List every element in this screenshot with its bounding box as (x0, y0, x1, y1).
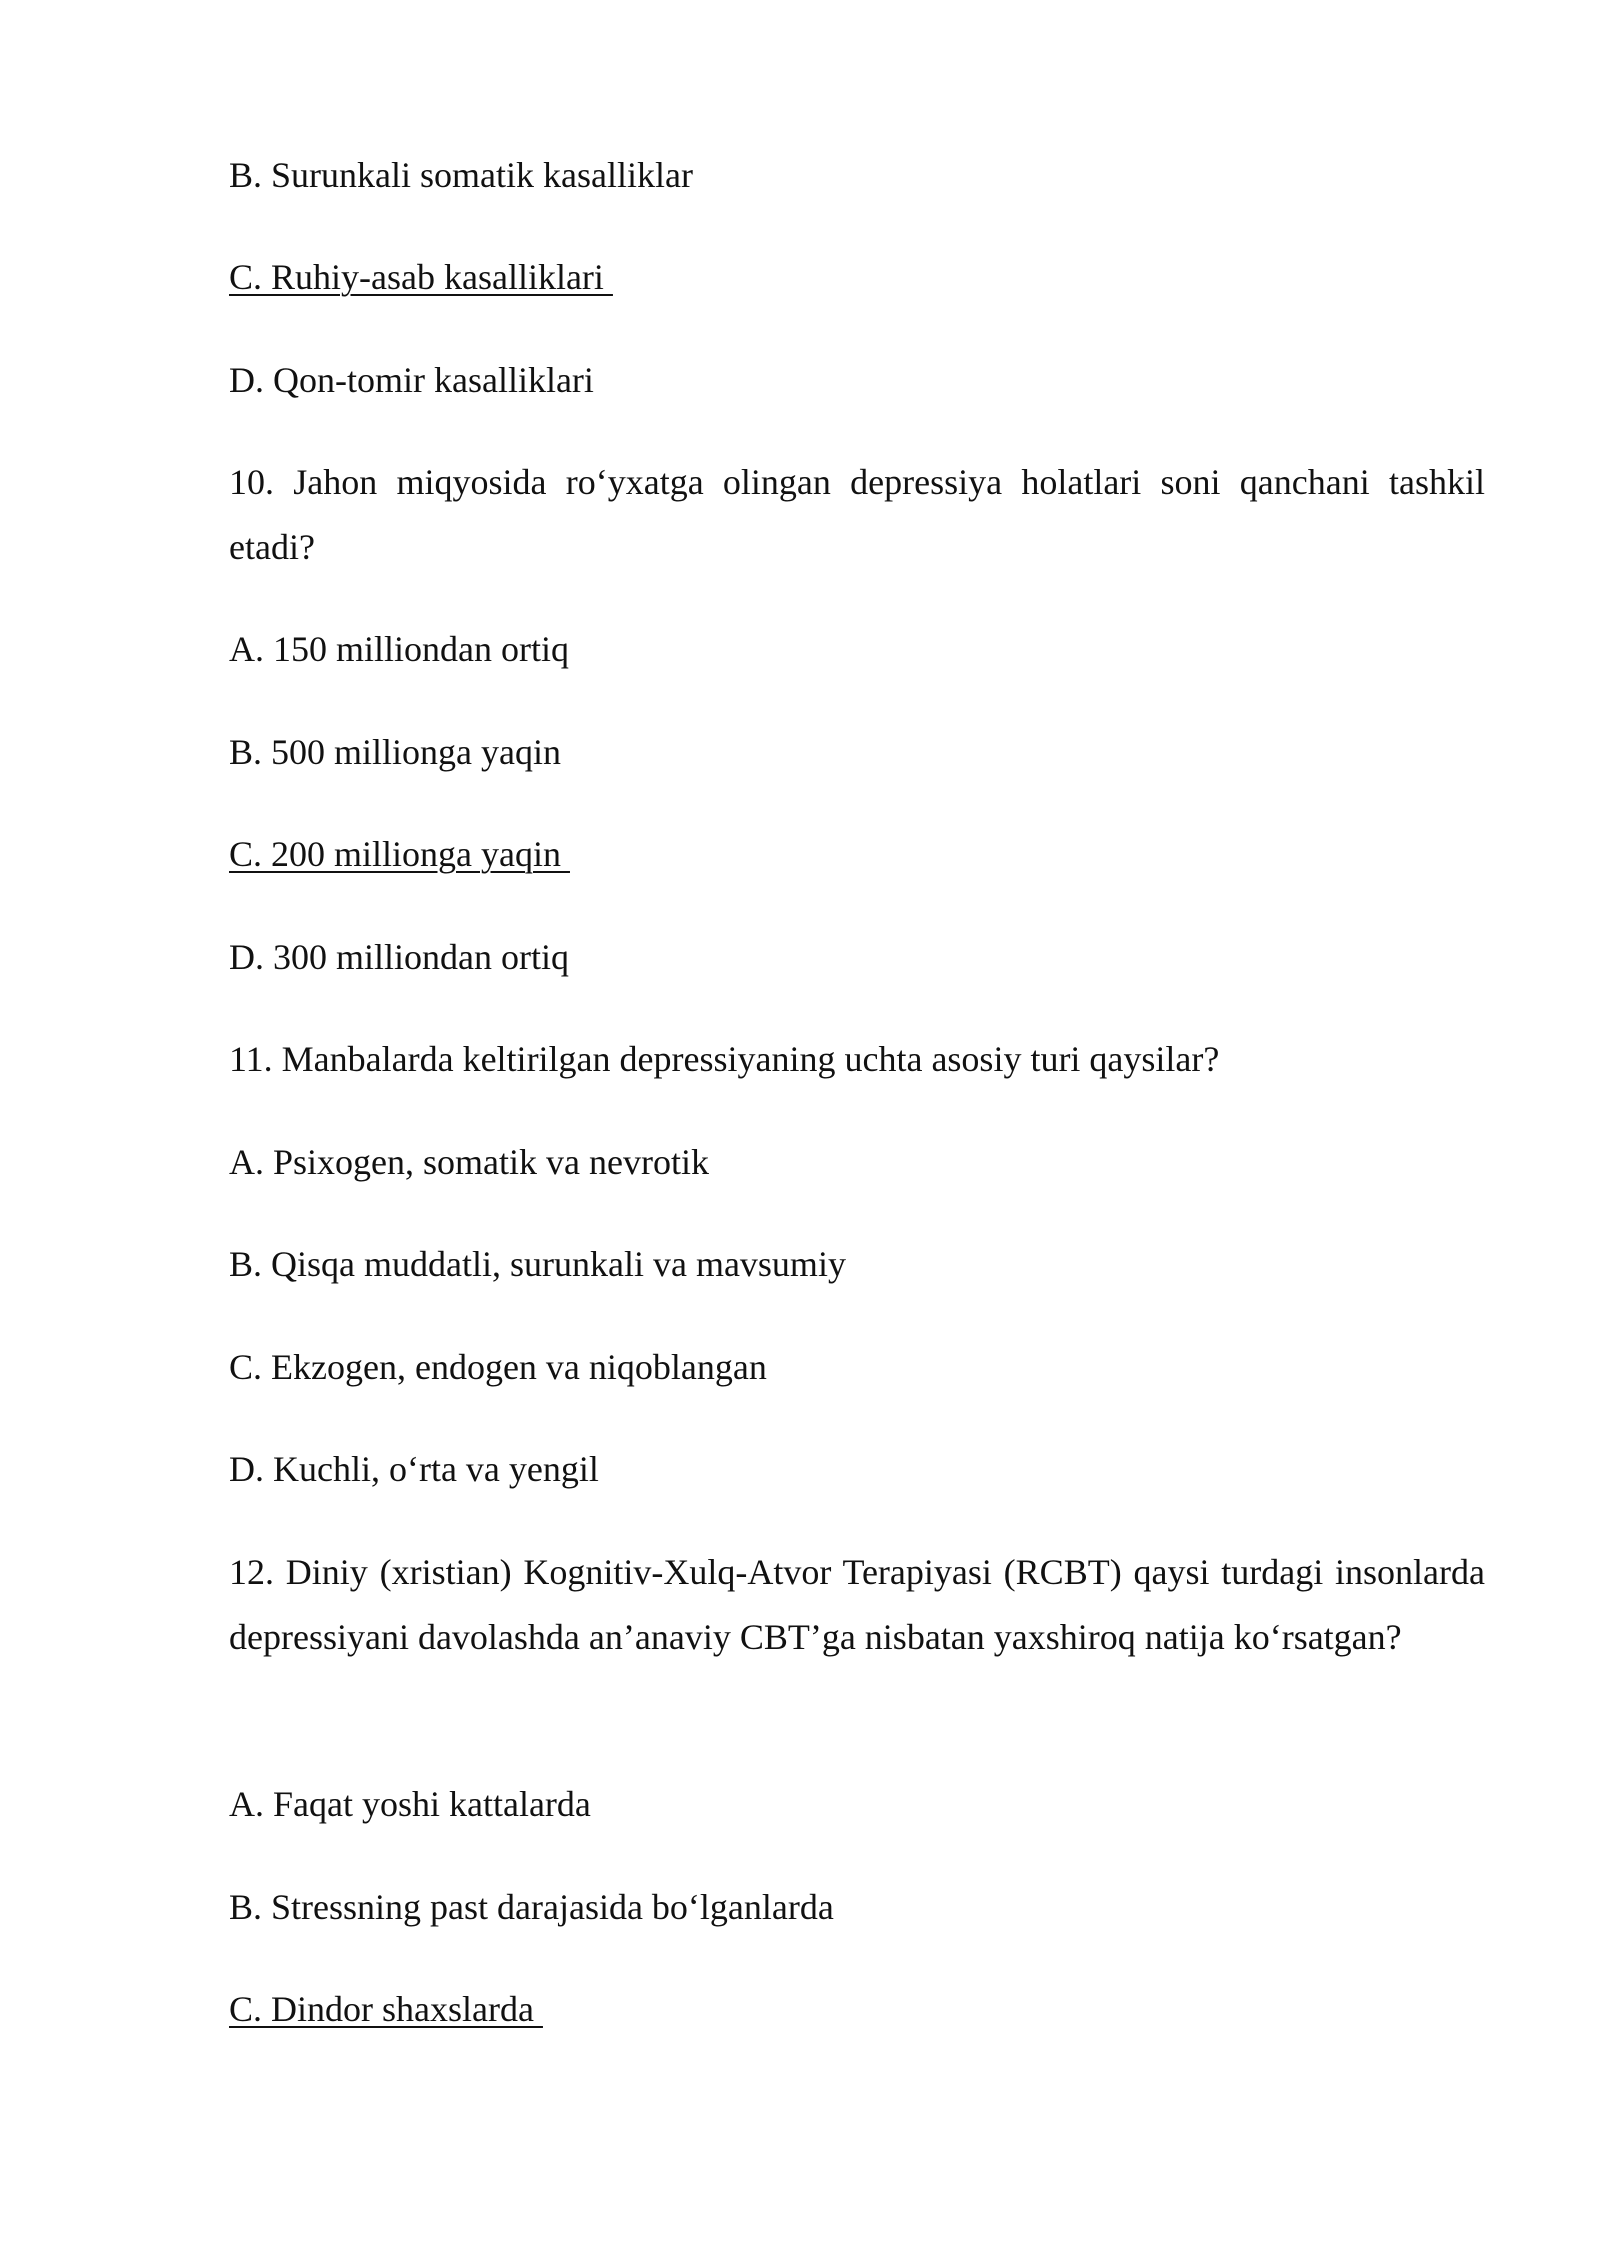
q11-option-d: D. Kuchli, o‘rta va yengil (229, 1449, 599, 1489)
q11-option-a: A. Psixogen, somatik va nevrotik (229, 1142, 709, 1182)
q12-option-b: B. Stressning past darajasida bo‘lganlarda (229, 1887, 834, 1927)
q10-option-c-correct (229, 822, 1485, 887)
q10-option-b: B. 500 millionga yaqin (229, 732, 561, 772)
question-12: 12. Diniy (xristian) Kognitiv-Xulq-Atvor Terapiyasi (RCBT) qaysi turdagi insonlarda depressiyani davolashda an’anaviy CBT’ga nisbatan yaxshiroq natija ko‘rsatgan? (229, 1552, 1494, 1657)
q10-option-a: A. 150 milliondan ortiq (229, 629, 569, 669)
question-10: 10. Jahon miqyosida ro‘yxatga olingan depressiya holatlari soni qanchani tashkil etadi? (229, 462, 1494, 567)
answer-option-d: D. Qon-tomir kasalliklari (229, 360, 594, 400)
q10-option-d: D. 300 milliondan ortiq (229, 937, 569, 977)
q12-option-a: A. Faqat yoshi kattalarda (229, 1784, 591, 1824)
q11-option-c: C. Ekzogen, endogen va niqoblangan (229, 1347, 767, 1387)
underlined-answer: C. 200 millionga yaqin (229, 834, 570, 874)
q12-option-c-correct (229, 1977, 1485, 2042)
answer-option-b: B. Surunkali somatik kasalliklar (229, 155, 693, 195)
q11-option-b: B. Qisqa muddatli, surunkali va mavsumiy (229, 1244, 846, 1284)
answer-option-c-correct (229, 245, 1485, 310)
underlined-answer: C. Ruhiy-asab kasalliklari (229, 257, 613, 297)
question-11: 11. Manbalarda keltirilgan depressiyaning uchta asosiy turi qaysilar? (229, 1039, 1220, 1079)
underlined-answer: C. Dindor shaxslarda (229, 1989, 543, 2029)
